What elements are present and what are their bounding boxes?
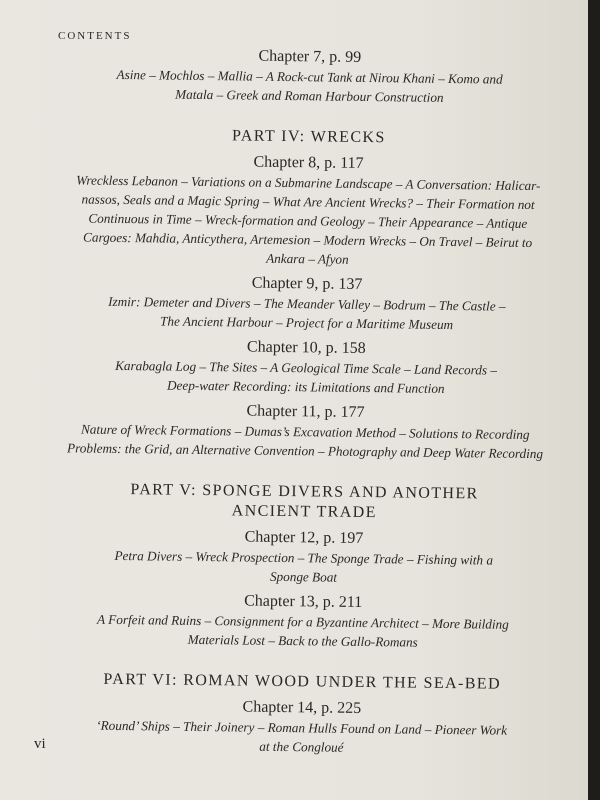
chapter-heading: Chapter 12, p. 197 <box>244 528 364 547</box>
contents-list <box>31 44 580 760</box>
running-head: CONTENTS <box>58 30 132 42</box>
part-heading: PART IV: WRECKS <box>231 127 386 147</box>
summary-line: A Forfeit and Ruins – Consignment for a Byzantine Architect – More Building <box>97 611 509 632</box>
summary-line: Ankara – Afyon <box>266 250 349 267</box>
summary-line: Problems: the Grid, an Alternative Convention – Photography and Deep Water Recording <box>67 440 544 462</box>
summary-line: Karabagla Log – The Sites – A Geological Time Scale – Land Records – <box>115 357 498 378</box>
chapter-summary <box>39 64 579 109</box>
chapter-summary <box>31 715 571 760</box>
page-number: vi <box>34 736 46 752</box>
chapter-summary <box>37 291 577 336</box>
summary-line: Cargoes: Mahdia, Anticythera, Artemesion – Modern Wrecks – On Travel – Beirut to <box>83 229 533 251</box>
summary-line: Materials Lost – Back to the Gallo-Romans <box>187 631 418 650</box>
chapter-heading: Chapter 8, p. 117 <box>253 153 364 172</box>
summary-line: Sponge Boat <box>269 568 338 585</box>
summary-line: Matala – Greek and Roman Harbour Construction <box>175 86 444 105</box>
summary-line: Nature of Wreck Formations – Dumas’s Excavation Method – Solutions to Recording <box>80 421 530 443</box>
chapter-heading: Chapter 13, p. 211 <box>244 592 363 611</box>
part-heading-continued: ANCIENT TRADE <box>231 502 377 522</box>
chapter-summary <box>35 419 575 464</box>
summary-line: Deep-water Recording: its Limitations and Function <box>166 377 445 396</box>
chapter-heading: Chapter 9, p. 137 <box>251 274 363 293</box>
chapter-summary <box>33 609 573 654</box>
summary-line: The Ancient Harbour – Project for a Maritime Museum <box>160 313 454 333</box>
chapter-summary <box>36 355 576 400</box>
chapter-heading: Chapter 14, p. 225 <box>242 698 362 717</box>
summary-line: Asine – Mochlos – Mallia – A Rock-cut Tank at Nirou Khani – Komo and <box>116 66 503 87</box>
summary-line: Petra Divers – Wreck Prospection – The Sponge Trade – Fishing with a <box>114 547 494 568</box>
summary-line: at the Congloué <box>259 738 344 755</box>
chapter-heading: Chapter 7, p. 99 <box>258 47 362 66</box>
summary-line: Wreckless Lebanon – Variations on a Submarine Landscape – A Conversation: Halicar- <box>76 172 541 194</box>
chapter-heading: Chapter 11, p. 177 <box>246 402 365 421</box>
summary-line: Izmir: Demeter and Divers – The Meander Valley – Bodrum – The Castle – <box>108 293 506 314</box>
summary-line: Continuous in Time – Wreck-formation and Geology – Their Appearance – Antique <box>88 210 528 231</box>
chapter-heading: Chapter 10, p. 158 <box>246 338 366 358</box>
chapter-summary <box>33 545 573 590</box>
part-heading: PART V: SPONGE DIVERS AND ANOTHER <box>130 481 479 503</box>
summary-line: ‘Round’ Ships – Their Joinery – Roman Hulls Found on Land – Pioneer Work <box>96 717 508 738</box>
summary-line: nassos, Seals and a Magic Spring – What Are Ancient Wrecks? – Their Formation not <box>81 191 535 213</box>
part-heading: PART VI: ROMAN WOOD UNDER THE SEA-BED <box>103 670 502 693</box>
chapter-summary <box>37 170 578 272</box>
